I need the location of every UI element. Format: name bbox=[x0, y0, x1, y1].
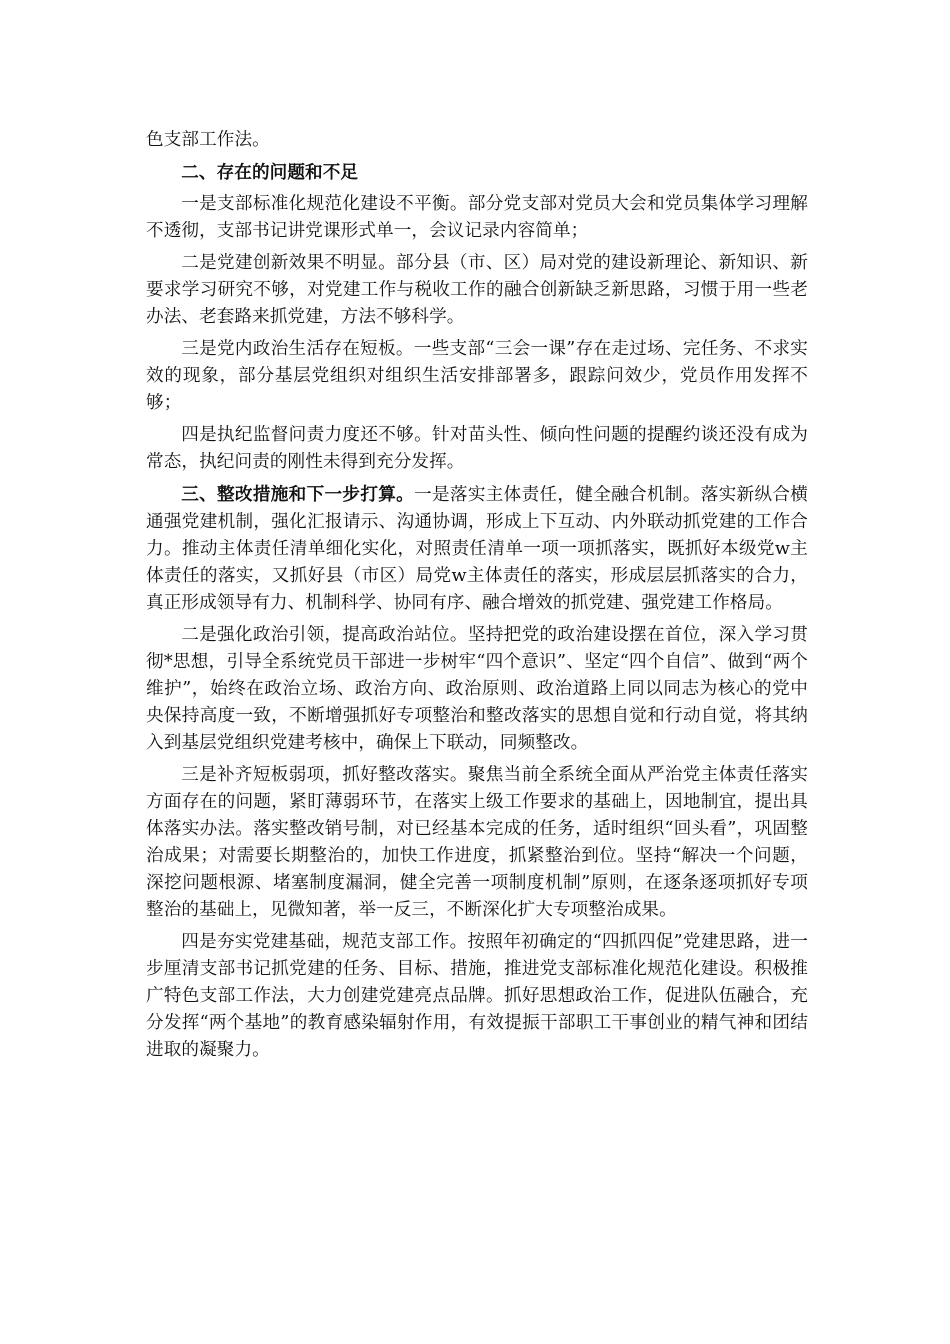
measures-paragraph-4 bbox=[146, 929, 808, 1064]
paragraph-text: 一是支部标准化规范化建设不平衡。部分党支部对党员大会和党员集体学习理解不透彻，支部书记讲党课形式单一，会议记录内容简单； bbox=[146, 194, 808, 241]
problem-paragraph-4 bbox=[146, 422, 808, 476]
paragraph-text: 二是强化政治引领，提高政治站位。坚持把党的政治建设摆在首位，深入学习贯彻*思想，引导全系统党员干部进一步树牢“四个意识”、坚定“四个自信”、做到“两个维护”，始终在政治立场、政治方向、政治原则、政治道路上同以同志为核心的党中央保持高度一致，不断增强抓好专项整治和整改落实的思想自觉和行动自觉，将其纳入到基层党组织党建考核中，确保上下联动，同频整改。 bbox=[146, 625, 808, 753]
measures-paragraph-3 bbox=[146, 762, 808, 924]
paragraph-text: 三是补齐短板弱项，抓好整改落实。聚焦当前全系统全面从严治党主体责任落实方面存在的问题，紧盯薄弱环节，在落实上级工作要求的基础上，因地制宜，提出具体落实办法。落实整改销号制，对已经基本完成的任务，适时组织“回头看”，巩固整治成果；对需要长期整治的，加快工作进度，抓紧整治到位。坚持“解决一个问题，深挖问题根源、堵塞制度漏洞，健全完善一项制度机制”原则，在逐条逐项抓好专项整治的基础上，见微知著，举一反三，不断深化扩大专项整治成果。 bbox=[146, 765, 808, 920]
heading-text: 二、存在的问题和不足 bbox=[181, 162, 359, 183]
paragraph-text: 三是党内政治生活存在短板。一些支部“三会一课”存在走过场、完任务、不求实效的现象，部分基层党组织对组织生活安排部署多，跟踪问效少，党员作用发挥不够； bbox=[146, 339, 808, 413]
measures-paragraph-1 bbox=[146, 481, 808, 617]
paragraph-text: 二是党建创新效果不明显。部分县（市、区）局对党的建设新理论、新知识、新要求学习研究不够，对党建工作与税收工作的融合创新缺乏新思路，习惯于用一些老办法、老套路来抓党建，方法不够科学。 bbox=[146, 253, 808, 327]
continuation-paragraph bbox=[146, 127, 808, 154]
paragraph-text: 一是落实主体责任，健全融合机制。落实新纵合横通强党建机制，强化汇报请示、沟通协调，形成上下互动、内外联动抓党建的工作合力。推动主体责任清单细化实化，对照责任清单一项一项抓落实，既抓好本级党w主体责任的落实，又抓好县（市区）局党w主体责任的落实，形成层层抓落实的合力，真正形成领导有力、机制科学、协同有序、融合增效的抓党建、强党建工作格局。 bbox=[146, 485, 809, 613]
problem-paragraph-2 bbox=[146, 250, 808, 331]
document-body bbox=[146, 127, 808, 1069]
paragraph-text: 四是夯实党建基础，规范支部工作。按照年初确定的“四抓四促”党建思路，进一步厘清支部书记抓党建的任务、目标、措施，推进党支部标准化规范化建设。积极推广特色支部工作法，大力创建党建亮点品牌。抓好思想政治工作，促进队伍融合，充分发挥“两个基地”的教育感染辐射作用，有效提振干部职工干事创业的精气神和团结进取的凝聚力。 bbox=[146, 932, 808, 1060]
problem-paragraph-3 bbox=[146, 336, 808, 417]
section-heading-measures: 三、整改措施和下一步打算。 bbox=[181, 484, 415, 505]
paragraph-text: 色支部工作法。 bbox=[146, 130, 270, 150]
measures-paragraph-2 bbox=[146, 622, 808, 757]
problem-paragraph-1 bbox=[146, 191, 808, 245]
section-heading-problems bbox=[146, 159, 808, 186]
paragraph-text: 四是执纪监督问责力度还不够。针对苗头性、倾向性问题的提醒约谈还没有成为常态，执纪问责的刚性未得到充分发挥。 bbox=[146, 425, 808, 472]
